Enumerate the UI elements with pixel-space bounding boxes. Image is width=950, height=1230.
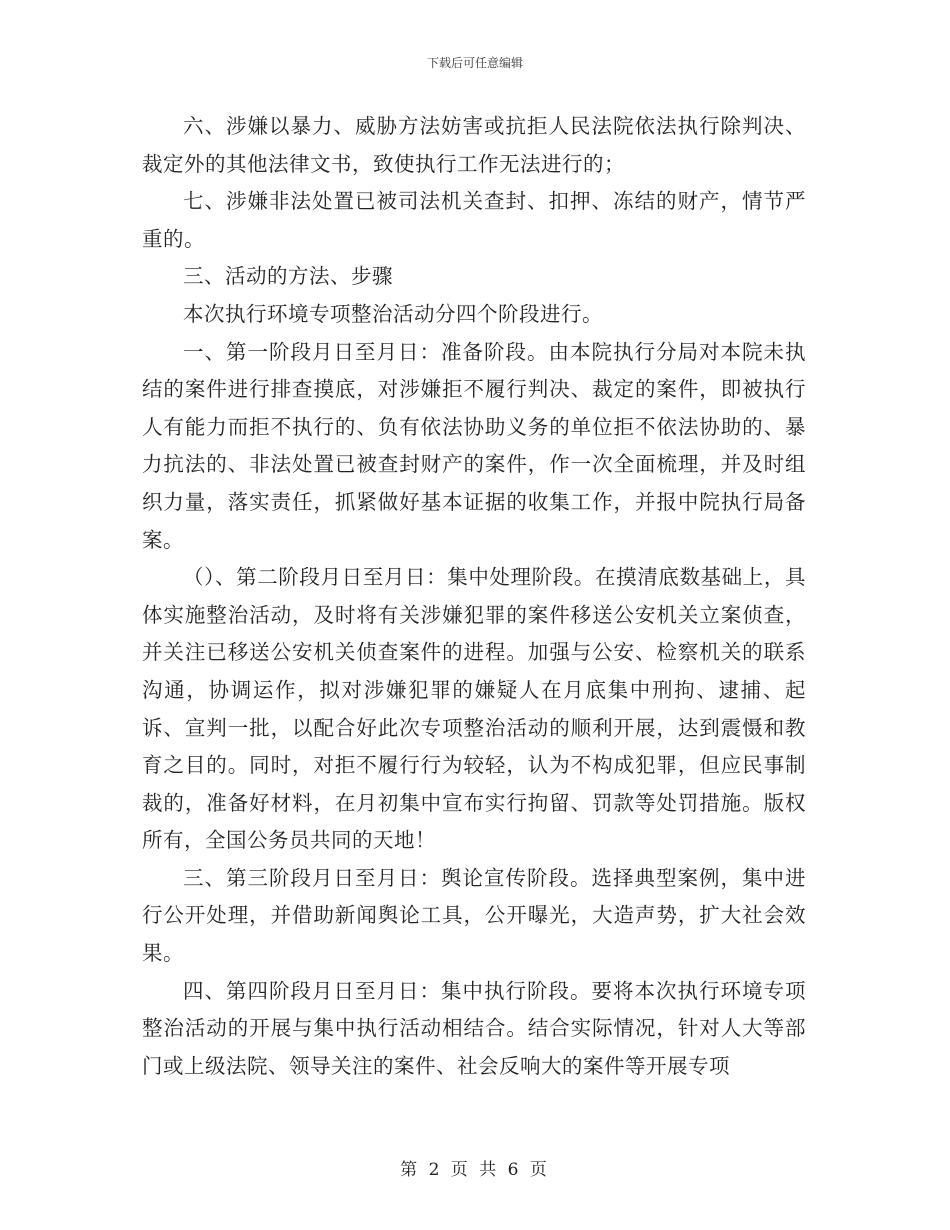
page-header-note: 下载后可任意编辑 xyxy=(426,56,523,70)
paragraph: （）、第二阶段月日至月日：集中处理阶段。在摸清底数基础上，具体实施整治活动，及时将有关涉嫌犯罪的案件移送公安机关立案侦查，并关注已移送公安机关侦查案件的进程。加强与公安、检察机关的联系沟通，协调运作，拟对涉嫌犯罪的嫌疑人在月底集中刑拘、逮捕、起诉、宣判一批，以配合好此次专项整治活动的顺利开展，达到震慑和教育之目的。同时，对拒不履行行为较轻，认为不构成犯罪，但应民事制裁的，准备好材料，在月初集中宣布实行拘留、罚款等处罚措施。版权所有，全国公务员共同的天地！ xyxy=(142,565,806,853)
section-heading: 三、活动的方法、步骤 xyxy=(183,264,393,289)
paragraph: 六、涉嫌以暴力、威胁方法妨害或抗拒人民法院依法执行除判决、裁定外的其他法律文书，致使执行工作无法进行的； xyxy=(142,114,806,176)
paragraph: 三、第三阶段月日至月日：舆论宣传阶段。选择典型案例，集中进行公开处理，并借助新闻舆论工具，公开曝光，大造声势，扩大社会效果。 xyxy=(142,865,806,966)
paragraph: 本次执行环境专项整治活动分四个阶段进行。 xyxy=(183,301,603,326)
page-number: 第 2 页 共 6 页 xyxy=(400,1160,550,1180)
paragraph: 一、第一阶段月日至月日：准备阶段。由本院执行分局对本院未执结的案件进行排查摸底，对涉嫌拒不履行判决、裁定的案件，即被执行人有能力而拒不执行的、负有依法协助义务的单位拒不依法协助的、暴力抗法的、非法处置已被查封财产的案件，作一次全面梳理，并及时组织力量，落实责任，抓紧做好基本证据的收集工作，并报中院执行局备案。 xyxy=(142,339,806,552)
document-body xyxy=(142,108,806,1085)
paragraph: 四、第四阶段月日至月日：集中执行阶段。要将本次执行环境专项整治活动的开展与集中执行活动相结合。结合实际情况，针对人大等部门或上级法院、领导关注的案件、社会反响大的案件等开展专项 xyxy=(142,978,806,1078)
paragraph: 七、涉嫌非法处置已被司法机关查封、扣押、冻结的财产，情节严重的。 xyxy=(142,189,806,251)
